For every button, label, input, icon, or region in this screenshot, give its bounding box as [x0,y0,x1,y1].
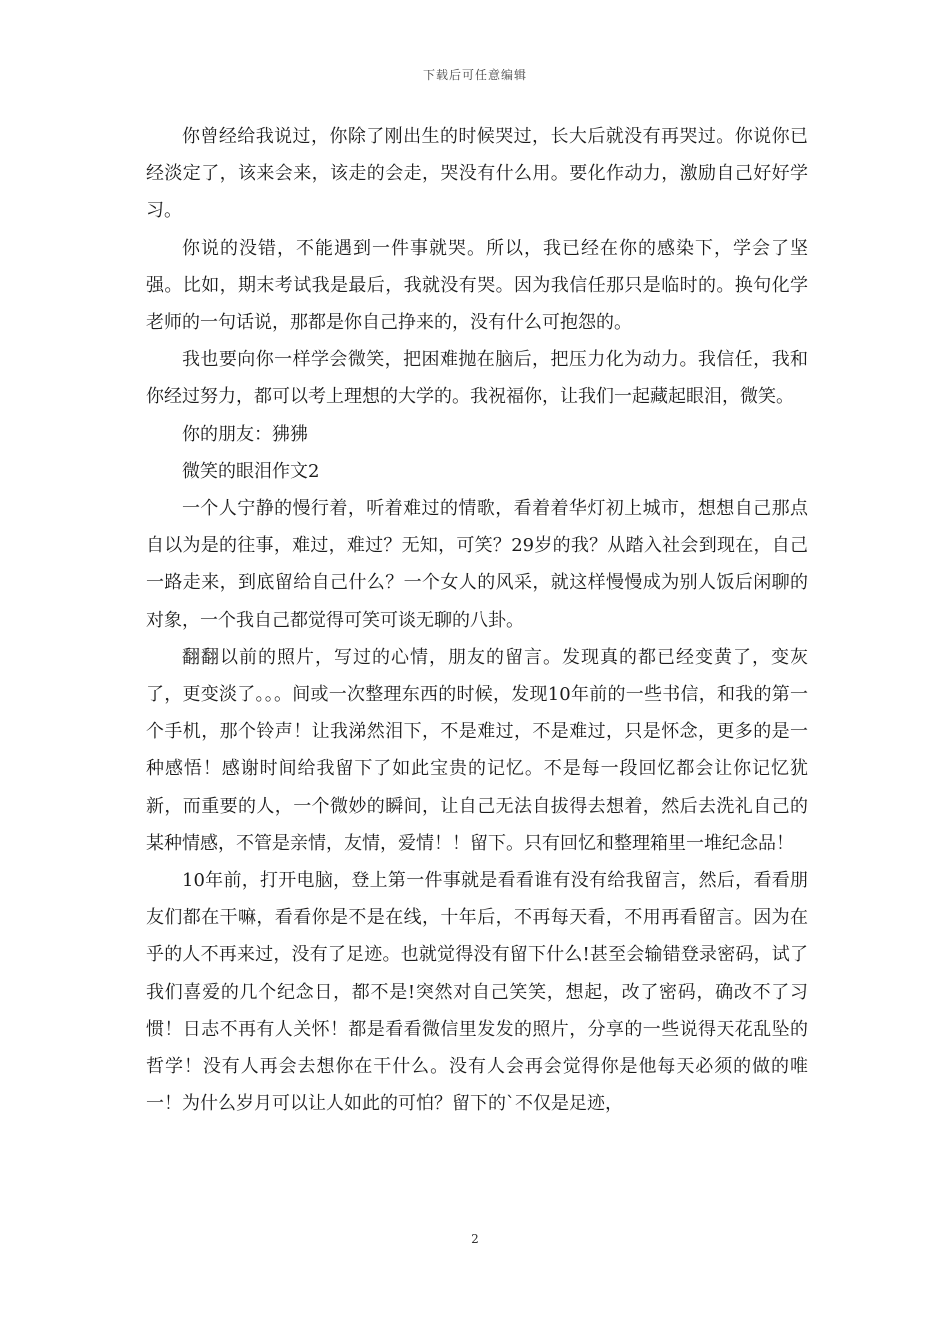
signature-line: 你的朋友：狒狒 [182,423,308,445]
paragraph: 10年前，打开电脑，登上第一件事就是看看谁有没有给我留言，然后，看看朋友们都在干嘛，看看你是不是在线，十年后，不再每天看，不用再看留言。因为在乎的人不再来过，没有了足迹。也就觉得没有留下什么!甚至会输错登录密码，试了我们喜爱的几个纪念日，都不是!突然对自己笑笑，想起，改了密码，确改不了习惯！日志不再有人关怀！都是看看微信里发发的照片，分享的一些说得天花乱坠的哲学！没有人再会去想你在干什么。没有人会再会觉得你是他每天必须的做的唯一！为什么岁月可以让人如此的可怕？留下的`不仅是足迹， [146,870,808,1115]
page-header: 下载后可任意编辑 [422,68,527,82]
page-number: 2 [471,1232,479,1246]
paragraph: 翻翻以前的照片，写过的心情，朋友的留言。发现真的都已经变黄了，变灰了，更变淡了。。。间或一次整理东西的时候，发现10年前的一些书信，和我的第一个手机，那个铃声！让我涕然泪下，不是难过，不是难过，只是怀念，更多的是一种感悟！感谢时间给我留下了如此宝贵的记忆。不是每一段回忆都会让你记忆犹新，而重要的人，一个微妙的瞬间，让自己无法自拔得去想着，然后去洗礼自己的某种情感，不管是亲情，友情，爱情！！留下。只有回忆和整理箱里一堆纪念品！ [146,646,808,854]
paragraph: 你说的没错，不能遇到一件事就哭。所以，我已经在你的感染下，学会了坚强。比如，期末考试我是最后，我就没有哭。因为我信任那只是临时的。换句化学老师的一句话说，那都是你自己挣来的，没有什么可抱怨的。 [146,237,808,334]
paragraph: 一个人宁静的慢行着，听着难过的情歌，看着着华灯初上城市，想想自己那点自以为是的往事，难过，难过？无知，可笑？29岁的我？从踏入社会到现在，自己一路走来，到底留给自己什么？一个女人的风采，就这样慢慢成为别人饭后闲聊的对象，一个我自己都觉得可笑可谈无聊的八卦。 [146,498,808,631]
document-body [146,118,808,1122]
paragraph: 你曾经给我说过，你除了刚出生的时候哭过，长大后就没有再哭过。你说你已经淡定了，该来会来，该走的会走，哭没有什么用。要化作动力，激励自己好好学习。 [146,126,808,222]
section-title: 微笑的眼泪作文2 [182,460,320,482]
paragraph: 我也要向你一样学会微笑，把困难抛在脑后，把压力化为动力。我信任，我和你经过努力，都可以考上理想的大学的。我祝福你，让我们一起藏起眼泪，微笑。 [146,349,808,408]
